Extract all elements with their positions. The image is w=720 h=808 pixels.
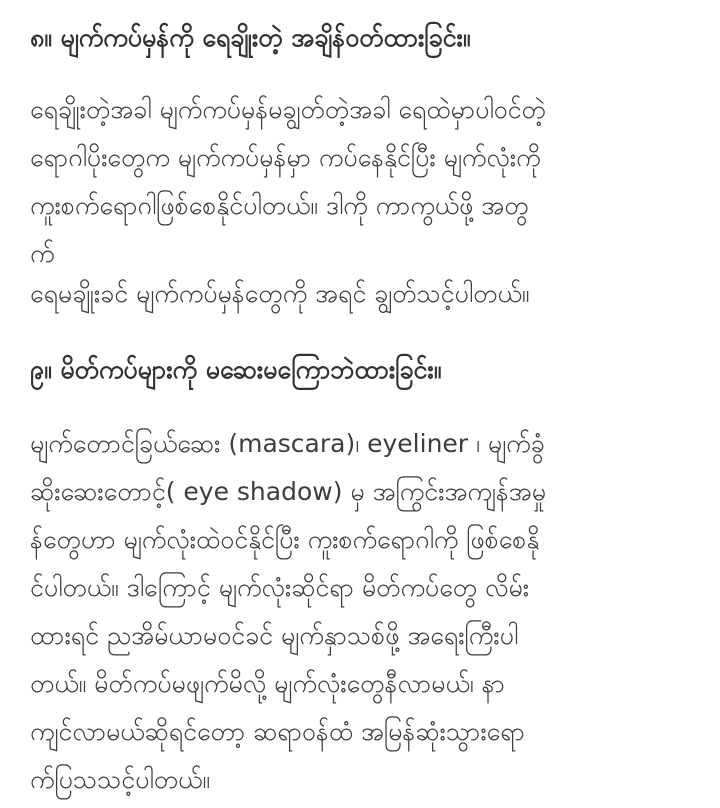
- paragraph-line: တယ်။ မိတ်ကပ်မဖျက်မိလို့ မျက်လုံးတွေနီလာမယ်၊ နာ: [30, 669, 505, 698]
- paragraph-line: ရေချိုးတဲ့အခါ မျက်ကပ်မှန်မချွတ်တဲ့အခါ ရေထဲမှာပါဝင်တဲ့: [30, 95, 546, 124]
- section-paragraph-8: [30, 86, 546, 318]
- paragraph-line: က်ပြသသင့်ပါတယ်။: [30, 765, 210, 794]
- section-paragraph-9: [30, 420, 546, 804]
- paragraph-line: ဆိုးဆေးတောင့်( eye shadow) မှ အကြွင်းအကျန်အမှု: [30, 477, 546, 506]
- paragraph-line: ရောဂါပိုးတွေက မျက်ကပ်မှန်မှာ ကပ်နေနိုင်ပြီး မျက်လုံးကို: [30, 143, 541, 172]
- paragraph-line: ထားရင် ညအိမ်ယာမဝင်ခင် မျက်နှာသစ်ဖို့ အရေးကြီးပါ: [30, 621, 519, 650]
- paragraph-line: ရေမချိုးခင် မျက်ကပ်မှန်တွေကို အရင် ချွတ်သင့်ပါတယ်။: [30, 279, 530, 308]
- paragraph-line: ကျင်လာမယ်ဆိုရင်တော့ ဆရာဝန်ထံ အမြန်ဆုံးသွားရော: [30, 717, 525, 746]
- section-heading-9: ၉။ မိတ်ကပ်များကို မဆေးမကြောဘဲထားခြင်း။: [30, 355, 442, 384]
- paragraph-line: က်: [30, 239, 55, 268]
- paragraph-line: မျက်တောင်ခြယ်ဆေး (mascara)၊ eyeliner ၊ မျက်ခွံ: [30, 429, 545, 458]
- paragraph-line: င်ပါတယ်။ ဒါကြောင့် မျက်လုံးဆိုင်ရာ မိတ်ကပ်တွေ လိမ်း: [30, 573, 530, 602]
- section-heading-8: ၈။ မျက်ကပ်မှန်ကို ရေချိုးတဲ့ အချိန်ဝတ်ထားခြင်း။: [30, 23, 471, 52]
- paragraph-line: ကူးစက်ရောဂါဖြစ်စေနိုင်ပါတယ်။ ဒါကို ကာကွယ်ဖို့ အတွ: [30, 191, 529, 220]
- paragraph-line: န်တွေဟာ မျက်လုံးထဲဝင်နိုင်ပြီး ကူးစက်ရောဂါကို ဖြစ်စေနို: [30, 525, 540, 554]
